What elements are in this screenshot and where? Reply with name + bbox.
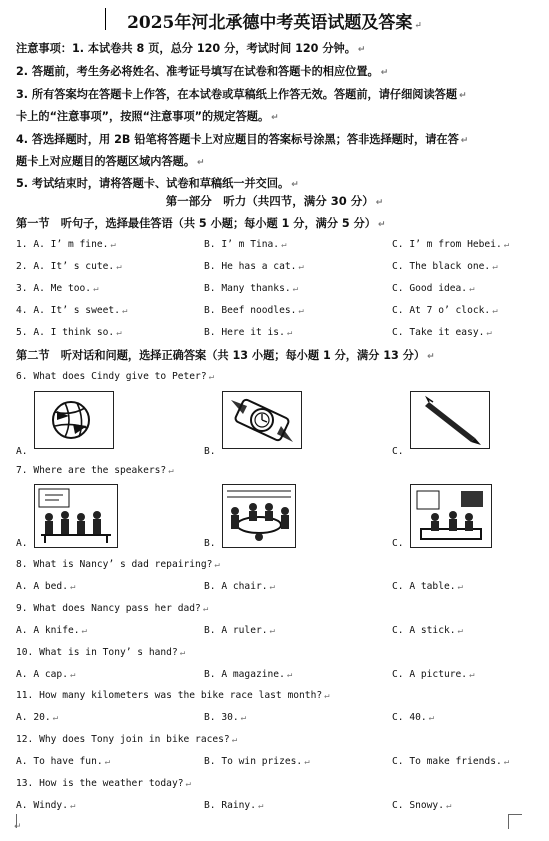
option-text: A. A bed. bbox=[16, 581, 68, 592]
q7-option-a: A. bbox=[16, 538, 28, 549]
pen-picture bbox=[410, 391, 490, 449]
paragraph-mark: ↵ bbox=[503, 240, 510, 250]
option-c bbox=[392, 756, 509, 767]
option-text: B. A ruler. bbox=[204, 625, 268, 636]
question-label: 10. What is in Tony’ s hand? bbox=[16, 647, 178, 658]
paragraph-mark: ↵ bbox=[469, 284, 475, 294]
option-a bbox=[16, 239, 116, 250]
option-b bbox=[204, 625, 275, 636]
paragraph-mark: ↵ bbox=[185, 779, 191, 789]
paragraph-mark: ↵ bbox=[116, 262, 122, 272]
note-line bbox=[16, 131, 468, 147]
note-text: 2. 答题前，考生务必将姓名、准考证号填写在试卷和答题卡的相应位置。 bbox=[16, 65, 379, 78]
option-text: B. 30. bbox=[204, 712, 239, 723]
option-a bbox=[16, 305, 127, 316]
paragraph-mark: ↵ bbox=[281, 240, 287, 250]
paragraph-mark: ↵ bbox=[121, 306, 128, 316]
option-text: C. To make friends. bbox=[392, 756, 502, 767]
question-text bbox=[16, 647, 185, 658]
paragraph-mark: ↵ bbox=[197, 158, 205, 168]
option-text: A. A knife. bbox=[16, 625, 80, 636]
restaurant-picture bbox=[222, 484, 296, 548]
paragraph-mark: ↵ bbox=[457, 626, 463, 636]
option-text: C. A picture. bbox=[392, 669, 468, 680]
note-line bbox=[16, 86, 467, 102]
option-a bbox=[16, 669, 75, 680]
paragraph-mark: ↵ bbox=[469, 670, 475, 680]
note-text: 5. 考试结束时，请将答题卡、试卷和草稿纸一并交回。 bbox=[16, 177, 290, 190]
option-text: A. 20. bbox=[16, 712, 51, 723]
question-label: 13. How is the weather today? bbox=[16, 778, 184, 789]
option-b bbox=[204, 756, 310, 767]
paragraph-mark: ↵ bbox=[81, 626, 87, 636]
option-text: B. A chair. bbox=[204, 581, 268, 592]
paragraph-mark: ↵ bbox=[298, 262, 304, 272]
paragraph-mark: ↵ bbox=[286, 670, 293, 680]
paragraph-mark: ↵ bbox=[286, 328, 293, 338]
paragraph-mark: ↵ bbox=[380, 68, 389, 78]
option-text: C. I’ m from Hebei. bbox=[392, 239, 502, 250]
option-a bbox=[16, 756, 110, 767]
paragraph-mark: ↵ bbox=[214, 560, 220, 570]
q7-option-b: B. bbox=[204, 538, 216, 549]
option-text: B. Here it is. bbox=[204, 327, 285, 338]
living-room-picture bbox=[410, 484, 492, 548]
paragraph-mark: ↵ bbox=[257, 801, 264, 811]
option-text: C. Good idea. bbox=[392, 283, 468, 294]
note-text: 注意事项：1. 本试卷共 8 页，总分 120 分，考试时间 120 分钟。 bbox=[16, 42, 356, 55]
paragraph-mark: ↵ bbox=[486, 328, 492, 338]
option-b bbox=[204, 327, 292, 338]
note-text: 题卡上对应题目的答题区域内答题。 bbox=[16, 155, 196, 168]
question-label: 9. What does Nancy pass her dad? bbox=[16, 603, 201, 614]
note-line bbox=[16, 40, 365, 56]
note-line bbox=[16, 153, 205, 169]
option-c bbox=[392, 239, 509, 250]
option-text: C. Snowy. bbox=[392, 800, 444, 811]
paragraph-mark: ↵ bbox=[428, 713, 435, 723]
note-line bbox=[16, 175, 299, 191]
option-c bbox=[392, 327, 492, 338]
question-text bbox=[16, 778, 191, 789]
page-title: 2025年河北承德中考英语试题及答案 ↵ bbox=[127, 13, 422, 33]
paragraph-mark: ↵ bbox=[324, 691, 330, 701]
option-c bbox=[392, 712, 434, 723]
option-text: C. A table. bbox=[392, 581, 456, 592]
paragraph-mark: ↵ bbox=[457, 582, 463, 592]
option-c bbox=[392, 581, 463, 592]
option-text: B. A magazine. bbox=[204, 669, 285, 680]
option-text: A. To have fun. bbox=[16, 756, 103, 767]
option-text: 5. A. I think so. bbox=[16, 327, 115, 338]
crop-mark-right bbox=[508, 814, 522, 829]
paragraph-mark: ↵ bbox=[298, 306, 304, 316]
option-text: B. Beef noodles. bbox=[204, 305, 297, 316]
paragraph-mark: ↵ bbox=[69, 670, 76, 680]
option-b bbox=[204, 669, 292, 680]
option-text: C. A stick. bbox=[392, 625, 456, 636]
option-a bbox=[16, 712, 58, 723]
paragraph-mark: ↵ bbox=[179, 648, 186, 658]
paragraph-mark: ↵ bbox=[69, 801, 76, 811]
option-b bbox=[204, 712, 246, 723]
paragraph-mark: ↵ bbox=[104, 757, 111, 767]
volleyball-picture bbox=[34, 391, 114, 449]
paragraph-mark: ↵ bbox=[292, 284, 299, 294]
option-text: A. Windy. bbox=[16, 800, 68, 811]
question-text bbox=[16, 734, 237, 745]
option-text: C. 40. bbox=[392, 712, 427, 723]
paragraph-mark: ↵ bbox=[52, 713, 59, 723]
note-text: 3. 所有答案均在答题卡上作答，在本试卷或草稿纸上作答无效。答题前，请仔细阅读答题 bbox=[16, 88, 458, 101]
paragraph-mark: ↵ bbox=[202, 604, 209, 614]
option-text: B. Rainy. bbox=[204, 800, 256, 811]
option-a bbox=[16, 327, 122, 338]
q6-option-a: A. bbox=[16, 446, 28, 457]
paragraph-mark: ↵ bbox=[460, 136, 469, 146]
paragraph-mark: ↵ bbox=[445, 801, 452, 811]
option-a bbox=[16, 625, 87, 636]
option-text: B. To win prizes. bbox=[204, 756, 303, 767]
option-b bbox=[204, 800, 263, 811]
option-c bbox=[392, 669, 475, 680]
option-c bbox=[392, 800, 451, 811]
question-7: 7. Where are the speakers? ↵ bbox=[16, 465, 174, 476]
option-a bbox=[16, 581, 75, 592]
paragraph-mark: ↵ bbox=[116, 328, 122, 338]
section1-heading: 第一节 听句子，选择最佳答语（共 5 小题；每小题 1 分，满分 5 分） ↵ bbox=[16, 217, 386, 230]
paragraph-mark: ↵ bbox=[269, 626, 275, 636]
paragraph-mark: ↵ bbox=[459, 91, 467, 101]
option-c bbox=[392, 305, 498, 316]
option-a bbox=[16, 283, 99, 294]
option-text: 3. A. Me too. bbox=[16, 283, 92, 294]
option-b bbox=[204, 261, 304, 272]
classroom-picture bbox=[34, 484, 118, 548]
q6-option-c: C. bbox=[392, 446, 404, 457]
option-a bbox=[16, 800, 75, 811]
option-c bbox=[392, 625, 463, 636]
paragraph-mark: ↵ bbox=[269, 582, 275, 592]
section2-heading: 第二节 听对话和问题，选择正确答案（共 13 小题；每小题 1 分，满分 13 分） ↵ bbox=[16, 349, 435, 362]
paragraph-mark: ↵ bbox=[414, 21, 422, 31]
option-text: C. The black one. bbox=[392, 261, 491, 272]
question-6: 6. What does Cindy give to Peter? ↵ bbox=[16, 371, 215, 382]
option-text: 4. A. It’ s sweet. bbox=[16, 305, 120, 316]
option-text: A. A cap. bbox=[16, 669, 68, 680]
option-b bbox=[204, 239, 287, 250]
note-text: 4. 答选择题时，用 2B 铅笔将答题卡上对应题目的答案标号涂黑；答非选择题时，请在答 bbox=[16, 133, 459, 146]
option-b bbox=[204, 283, 298, 294]
option-c bbox=[392, 261, 498, 272]
question-text bbox=[16, 690, 330, 701]
part-heading: 第一部分 听力（共四节，满分 30 分） ↵ bbox=[165, 194, 384, 208]
note-line bbox=[16, 108, 279, 124]
paragraph-mark: ↵ bbox=[69, 582, 76, 592]
paragraph-mark: ↵ bbox=[93, 284, 99, 294]
paragraph-mark: ↵ bbox=[271, 113, 279, 123]
question-label: 12. Why does Tony join in bike races? bbox=[16, 734, 230, 745]
note-line bbox=[16, 63, 388, 79]
option-text: C. Take it easy. bbox=[392, 327, 485, 338]
option-text: 1. A. I’ m fine. bbox=[16, 239, 109, 250]
option-b bbox=[204, 305, 304, 316]
end-paragraph-mark: ↵ bbox=[14, 822, 22, 832]
option-b bbox=[204, 581, 275, 592]
paragraph-mark: ↵ bbox=[492, 306, 498, 316]
paragraph-mark: ↵ bbox=[110, 240, 116, 250]
watch-picture bbox=[222, 391, 302, 449]
paragraph-mark: ↵ bbox=[357, 45, 366, 55]
paragraph-mark: ↵ bbox=[304, 757, 310, 767]
option-a bbox=[16, 261, 122, 272]
paragraph-mark: ↵ bbox=[503, 757, 510, 767]
question-text bbox=[16, 559, 220, 570]
question-text bbox=[16, 603, 208, 614]
paragraph-mark: ↵ bbox=[240, 713, 247, 723]
paragraph-mark: ↵ bbox=[492, 262, 498, 272]
option-text: B. I’ m Tina. bbox=[204, 239, 280, 250]
option-c bbox=[392, 283, 475, 294]
question-label: 8. What is Nancy’ s dad repairing? bbox=[16, 559, 213, 570]
q6-option-b: B. bbox=[204, 446, 216, 457]
option-text: B. He has a cat. bbox=[204, 261, 297, 272]
question-label: 11. How many kilometers was the bike race last month? bbox=[16, 690, 323, 701]
option-text: B. Many thanks. bbox=[204, 283, 291, 294]
paragraph-mark: ↵ bbox=[231, 735, 238, 745]
option-text: C. At 7 o’ clock. bbox=[392, 305, 491, 316]
option-text: 2. A. It’ s cute. bbox=[16, 261, 115, 272]
note-text: 卡上的“注意事项”，按照“注意事项”的规定答题。 bbox=[16, 110, 270, 123]
q7-option-c: C. bbox=[392, 538, 404, 549]
paragraph-mark: ↵ bbox=[291, 180, 299, 190]
